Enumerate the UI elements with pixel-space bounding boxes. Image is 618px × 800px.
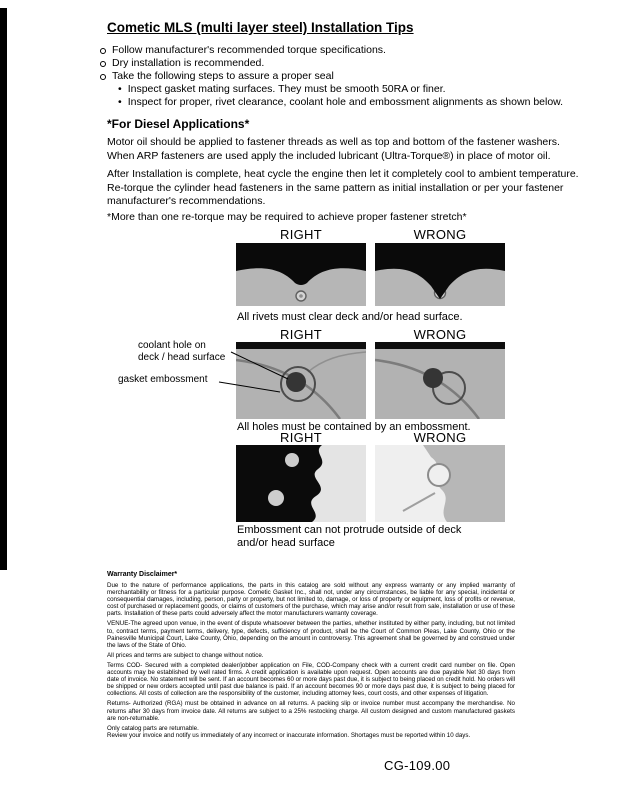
disclaimer-paragraph: Returns- Authorized (RGA) must be obtained in advance on all returns. A packing slip or invoice number must accompany the merchandise. No returns after 30 days from invoice date. All returns are subject to a 25% restocking charge. All custom designed and custom manufactured gaskets are non-returnable.: [107, 700, 515, 722]
disclaimer-paragraph: Only catalog parts are returnable.: [107, 724, 199, 732]
wrong-label-row2: WRONG: [413, 327, 467, 342]
tip-sub-item: [118, 96, 590, 109]
right-label-row1: RIGHT: [280, 227, 322, 242]
page-title: Cometic MLS (multi layer steel) Installation Tips: [107, 20, 414, 35]
caption-line: Embossment can not protrude outside of deck: [237, 524, 462, 536]
right-label-row2: RIGHT: [280, 327, 322, 342]
wrong-label-row1: WRONG: [413, 227, 467, 242]
tip-text: Follow manufacturer's recommended torque specifications.: [112, 44, 386, 56]
tip-text: Inspect gasket mating surfaces. They must be smooth 50RA or finer.: [127, 83, 446, 95]
warranty-disclaimer: [107, 571, 515, 742]
caption-line: and/or head surface: [237, 537, 335, 549]
callout-text: deck / head surface: [138, 351, 226, 363]
diesel-paragraph-1: Motor oil should be applied to fastener threads as well as top and bottom of the fastener washers. When ARP fasteners are used apply the included lubricant (Ultra-Torque®) in place of motor oil.: [107, 136, 560, 162]
tip-item: [100, 70, 590, 83]
tip-item: [100, 44, 590, 57]
diagram-protrusion-right: [236, 445, 366, 522]
diagram-protrusion-wrong: [375, 445, 505, 522]
tip-text: Dry installation is recommended.: [112, 57, 265, 69]
diagram-rivet-right: [236, 243, 366, 306]
disclaimer-paragraph: Terms COD- Secured with a completed dealer/jobber application on File, COD-Company check with a current credit card number on file. Open accounts may be established by well rated firms. A credit application is available upon request. Open accounts are due payable Net 30 days from date of invoice. No statement will be sent. If an account becomes 60 or more days past due, it is subject to being placed on credit hold. No orders will be shipped or new orders accepted until past due balance is paid. If an account becomes 90 or more days past due, it is subject to being placed for collections. All costs of collection are the responsibility of the customer, including attorney fees, court costs, and other expenses of litigation.: [107, 661, 515, 698]
gasket-embossment-callout: gasket embossment: [118, 374, 208, 385]
tip-text: Take the following steps to assure a proper seal: [112, 70, 334, 82]
disclaimer-paragraph: VENUE-The agreed upon venue, in the event of dispute whatsoever between the parties, whether instituted by either party, including, but not limited to, contract terms, payment terms, delivery, type, defects, sufficiency of product, shall be the Court of Common Pleas, Lake County, Ohio or the Painesville Municipal Court, Lake County, Ohio, depending on the amount in controversy. This agreement shall be governed by and construed under the laws of the State of Ohio.: [107, 620, 515, 649]
hollow-bullet-icon: [100, 74, 106, 80]
row1-caption: All rivets must clear deck and/or head surface.: [237, 311, 463, 323]
diesel-applications-heading: *For Diesel Applications*: [107, 117, 250, 131]
wrong-label-row3: WRONG: [413, 430, 467, 445]
disclaimer-paragraph: Review your invoice and notify us immediately of any incorrect or inaccurate information. Shortages must be reported within 10 days.: [107, 731, 471, 739]
retorque-note: *More than one re-torque may be required to achieve proper fastener stretch*: [107, 211, 467, 223]
diagram-embossment-wrong: [375, 342, 505, 419]
coolant-hole-callout: [138, 340, 225, 363]
hollow-bullet-icon: [100, 61, 106, 67]
filled-bullet-icon: •: [118, 96, 122, 108]
tip-sub-item: [118, 83, 590, 96]
tip-text: Inspect for proper, rivet clearance, coolant hole and embossment alignments as shown below.: [127, 96, 564, 108]
disclaimer-paragraph: Due to the nature of performance applications, the parts in this catalog are sold without any express warranty or any implied warranty of merchantability or fitness for a particular purpose. Cometic Gasket Inc., shall not, under any circumstances, be liable for any special, incidental or consequential damages, including, person, party or property, but not limited to, damage, or loss of property or equipment, loss of profits or revenue, cost of purchased or replacement goods, or claims of customers of the purchase, which may arise and/or result from sale, installation or use of these parts. Installation of these parts could adversely affect the motor manufacturers warranty coverage.: [107, 582, 515, 618]
page-code: CG-109.00: [384, 758, 451, 773]
diesel-paragraph-2: After Installation is complete, heat cycle the engine then let it completely cool to ambient temperature. Re-torque the cylinder head fasteners in the same pattern as initial installation or per your fastener manufacturer's recommendations.: [107, 168, 579, 207]
right-label-row3: RIGHT: [280, 430, 322, 445]
disclaimer-heading: Warranty Disclaimer*: [107, 571, 178, 578]
row2-caption: All holes must be contained by an embossment.: [237, 421, 471, 433]
installation-tips-list: [100, 44, 590, 109]
callout-text: coolant hole on: [138, 340, 206, 351]
disclaimer-paragraph: All prices and terms are subject to change without notice.: [107, 651, 264, 659]
tip-item: [100, 57, 590, 70]
diagram-rivet-wrong: [375, 243, 505, 306]
hollow-bullet-icon: [100, 48, 106, 54]
page-edge-bar: [0, 8, 7, 570]
row3-caption: [237, 524, 461, 550]
filled-bullet-icon: •: [118, 83, 122, 95]
diagram-embossment-right: [236, 342, 366, 419]
